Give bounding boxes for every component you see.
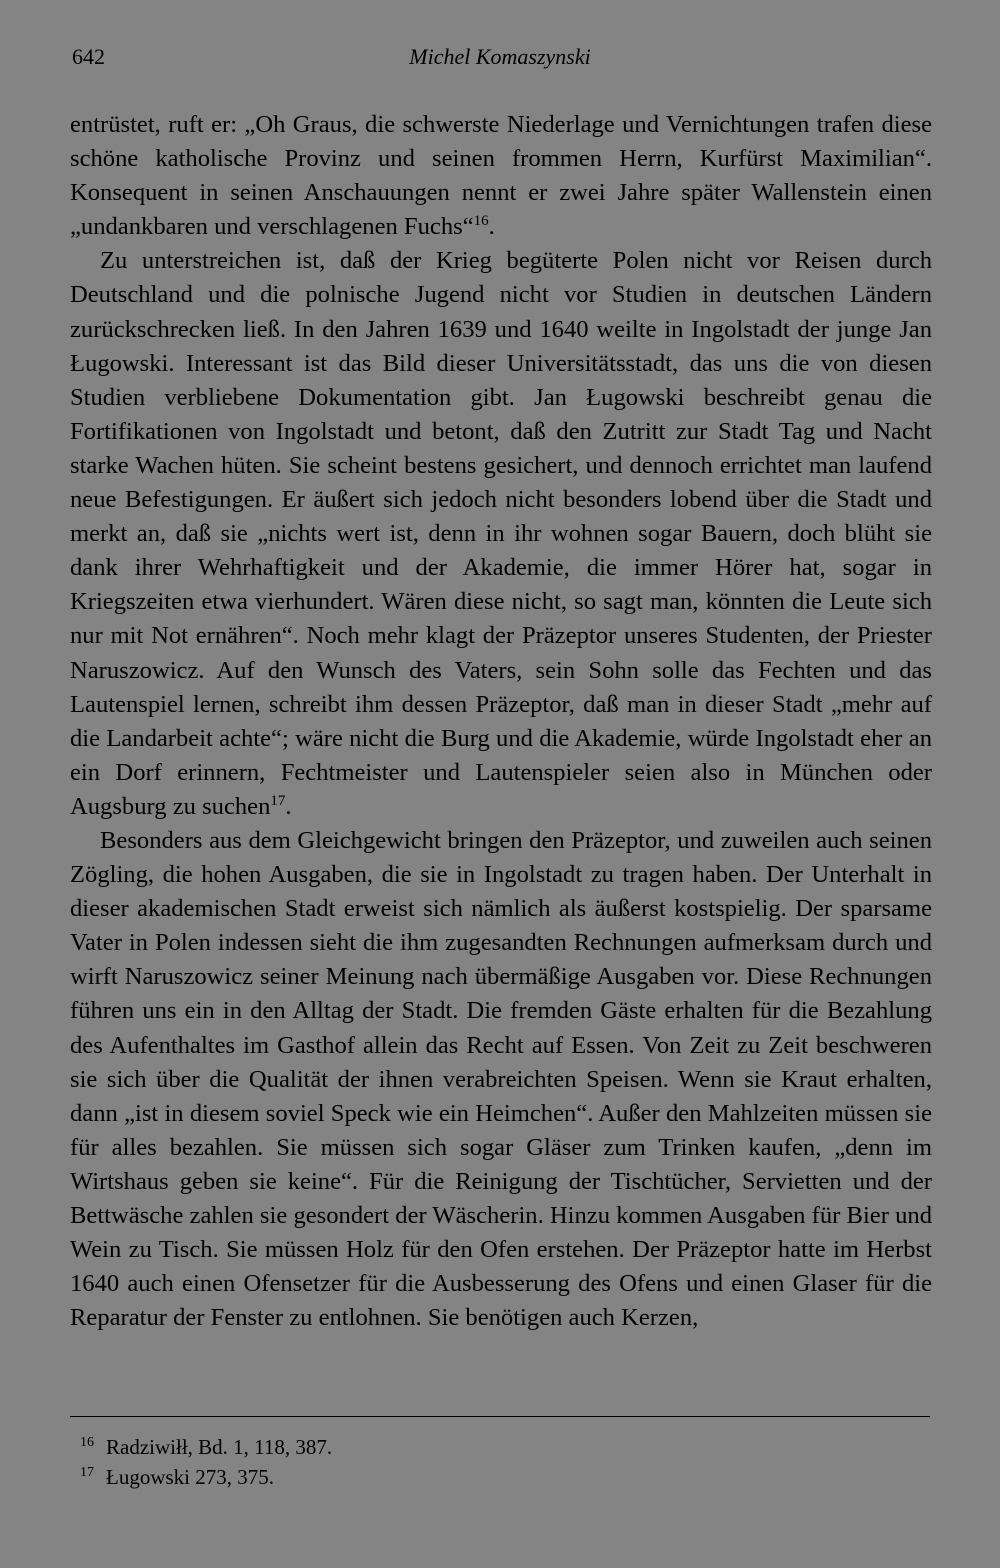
page-number: 642 — [72, 44, 105, 69]
footnote-reference: 16 — [473, 213, 489, 230]
paragraph — [70, 244, 932, 824]
paragraph-text: Besonders aus dem Gleichgewicht bringen den Präzeptor, und zuweilen auch seinen Zögling, die hohen Ausgaben, die sie in Ingolstadt zu tragen haben. Der Unterhalt in dieser akademischen Stadt erweist sich nämlich als äußerst kostspielig. Der sparsame Vater in Polen indessen sieht die ihm zugesandten Rechnungen aufmerksam durch und wirft Naruszowicz seiner Meinung nach übermäßige Ausgaben vor. Diese Rechnungen führen uns ein in den Alltag der Stadt. Die fremden Gäste erhalten für die Bezahlung des Aufenthaltes im Gasthof allein das Recht auf Essen. Von Zeit zu Zeit beschweren sie sich über die Qualität der ihnen verabreichten Speisen. Wenn sie Kraut erhalten, dann „ist in diesem soviel Speck wie ein Heimchen“. Außer den Mahlzeiten müssen sie für alles bezahlen. Sie müssen sich sogar Gläser zum Trinken kaufen, „denn im Wirtshaus geben sie keine“. Für die Reinigung der Tischtücher, Servietten und der Bettwäsche zahlen sie gesondert der Wäscherin. Hinzu kommen Ausgaben für Bier und Wein zu Tisch. Sie müssen Holz für den Ofen erstehen. Der Präzeptor hatte im Herbst 1640 auch einen Ofensetzer für die Ausbesserung des Ofens und einen Glaser für die Reparatur der Fenster zu entlohnen. Sie benötigen auch Kerzen, — [70, 826, 932, 1332]
paragraph — [70, 108, 932, 244]
footnotes — [80, 1432, 332, 1492]
paragraph-tail: . — [488, 213, 495, 241]
paragraph-tail: . — [285, 792, 292, 820]
footnote: 16 Radziwiłł, Bd. 1, 118, 387. — [80, 1435, 333, 1459]
footnote: 17 Ługowski 273, 375. — [80, 1465, 274, 1489]
page-header — [72, 44, 928, 78]
footnote-separator — [70, 1416, 930, 1417]
footnote-text: Radziwiłł, Bd. 1, 118, 387. — [106, 1435, 333, 1459]
footnote-text: Ługowski 273, 375. — [106, 1465, 274, 1489]
running-title: Michel Komaszynski — [409, 44, 591, 69]
paragraph — [70, 824, 932, 1335]
paragraph-text: entrüstet, ruft er: „Oh Graus, die schwerste Niederlage und Vernichtungen trafen diese schöne katholische Provinz und seinen frommen Herrn, Kurfürst Maximilian“. Konsequent in seinen Anschauungen nennt er zwei Jahre später Wallenstein einen „undankbaren und verschlagenen Fuchs“ — [70, 111, 932, 241]
footnote-reference: 17 — [270, 792, 286, 809]
paragraph-text: Zu unterstreichen ist, daß der Krieg begüterte Polen nicht vor Reisen durch Deutschland und die polnische Jugend nicht vor Studien in deutschen Ländern zurückschrecken ließ. In den Jahren 1639 und 1640 weilte in Ingolstadt der junge Jan Ługowski. Interessant ist das Bild dieser Universitätsstadt, das uns die von diesen Studien verbliebene Dokumentation gibt. Jan Ługowski beschreibt genau die Fortifikationen von Ingolstadt und betont, daß den Zutritt zur Stadt Tag und Nacht starke Wachen hüten. Sie scheint bestens gesichert, und dennoch errichtet man laufend neue Befestigungen. Er äußert sich jedoch nicht besonders lobend über die Stadt und merkt an, daß sie „nichts wert ist, denn in ihr wohnen sogar Bauern, doch blüht sie dank ihrer Wehrhaftigkeit und der Akademie, die immer Hörer hat, sogar in Kriegszeiten etwa vierhundert. Wären diese nicht, so sagt man, könnten die Leute sich nur mit Not ernähren“. Noch mehr klagt der Präzeptor unseres Studenten, der Priester Naruszowicz. Auf den Wunsch des Vaters, sein Sohn solle das Fechten und das Lautenspiel lernen, schreibt ihm dessen Präzeptor, daß man in dieser Stadt „mehr auf die Landarbeit achte“; wäre nicht die Burg und die Akademie, würde Ingolstadt eher an ein Dorf erinnern, Fechtmeister und Lautenspieler seien also in München oder Augsburg zu suchen — [70, 247, 932, 820]
body-text — [70, 108, 932, 1335]
